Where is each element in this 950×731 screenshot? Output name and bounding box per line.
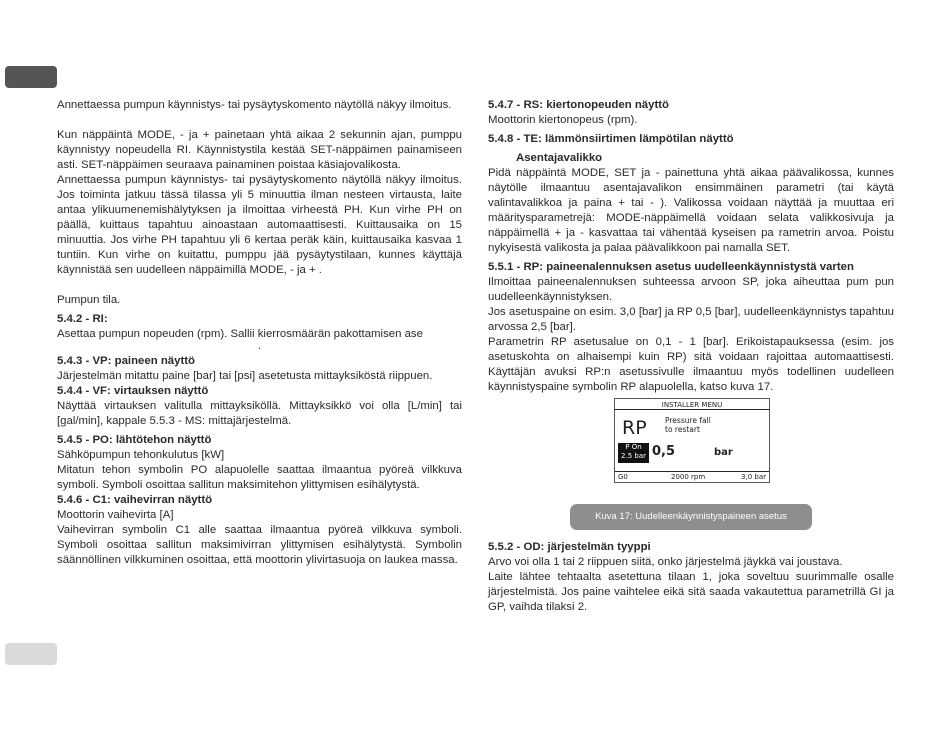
page-number-tab [5,643,57,665]
paragraph: Moottorin vaihevirta [A] [57,509,174,521]
lcd-footer-right: 3,0 bar [741,473,766,481]
paragraph: Mitatun tehon symbolin PO alapuolelle saattaa ilmaantua pyöreä vilkkuva symboli. Symboli osoittaa sallitun maksimitehon ylittymisen esihälytystä. [57,464,462,491]
paragraph: Pumpun tila. [57,294,121,306]
lcd-parameter: RP [622,417,647,439]
lcd-footer [615,471,769,482]
lcd-description-line: Pressure fall [665,416,711,425]
paragraph: Sähköpumpun tehonkulutus [kW] [57,449,225,461]
paragraph: Arvo voi olla 1 tai 2 riippuen siitä, onko järjestelmä jäykkä vai joustava. [488,556,843,568]
figure-17 [488,395,894,540]
section-heading-te: 5.4.8 - TE: lämmönsiirtimen lämpötilan näyttö [488,133,734,145]
section-heading-od: 5.5.2 - OD: järjestelmän tyyppi [488,541,651,553]
paragraph: . [257,340,262,352]
paragraph: Laite lähtee tehtaalta asetettuna tilaan 1, joka soveltuu suurimmalle osalle järjestelmistä. Jos paine vaihtelee eikä sitä saada vakautettua parametrillä GI ja GP, vaihda tilaksi 2. [488,571,894,613]
section-heading-rs: 5.4.7 - RS: kiertonopeuden näyttö [488,99,670,111]
paragraph: Asettaa pumpun nopeuden (rpm). Sallii kierrosmäärän pakottamisen ase [57,328,423,340]
lcd-box-label: P On [625,443,642,451]
section-heading-ri: 5.4.2 - RI: [57,313,108,325]
language-tab [5,66,57,88]
paragraph: Jos asetuspaine on esim. 3,0 [bar] ja RP 0,5 [bar], uudelleenkäynnistys tapahtuu arvossa 2,5 [bar]. [488,306,894,333]
paragraph: Ilmoittaa paineenalennuksen suhteessa arvoon SP, joka aiheuttaa pum pun uudelleenkäynnistyksen. [488,276,894,303]
lcd-box-value: 2.5 bar [621,452,646,460]
lcd-footer-mid: 2000 rpm [671,473,706,481]
paragraph: Parametrin RP asetusalue on 0,1 - 1 [bar]. Erikoistapauksessa (esim. jos asetuskohta on alhaisempi kuin RP) sitä voidaan rajoittaa automaattisesti. Käyttäjän avuksi RP:n asetussivulle ilmaantuu myös todellinen uudelleen käynnistyspaine symbolin RP alapuolella, katso kuva 17. [488,336,894,393]
right-column [488,98,894,615]
section-heading-vp: 5.4.3 - VP: paineen näyttö [57,355,195,367]
paragraph: Moottorin kiertonopeus (rpm). [488,114,638,126]
lcd-title: INSTALLER MENU [615,401,769,410]
paragraph: Annettaessa pumpun käynnistys- tai pysäytyskomento näytöllä näkyy ilmoitus. Jos toiminta jatkuu tässä tilassa yli 5 minuuttia ilman nesteen virtausta, laite antaa ylikuumenemishälytyksen ja ilmoittaa virheestä PH. Kun virhe PH on päällä, kuittaus tapahtuu ainoastaan automaattisesti. Kuittausaika on 15 minuuttia. Jos virhe PH tapahtuu yli 6 kertaa peräk käin, kuittausaika kasvaa 1 tuntiin. Kun virhe on kuitattu, pumppu jää pysäytystilaan, kunnes käyttäjä käynnistää sen uudelleen näppäimillä MODE, - ja + . [57,174,462,276]
paragraph: Annettaessa pumpun käynnistys- tai pysäytyskomento näytöllä näkyy ilmoitus. [57,99,452,111]
lcd-footer-left: G0 [618,473,628,481]
paragraph: Vaihevirran symbolin C1 alle saattaa ilmaantua pyöreä vilkkuva symboli. Symboli osoittaa sallitun maksimivirran ylittymisen esihälytystä. Symbolin säännöllinen vilkkuminen osoittaa, että moottorin ylivirtasuoja on laukea massa. [57,524,462,566]
paragraph: Kun näppäintä MODE, - ja + painetaan yhtä aikaa 2 sekunnin ajan, pumppu käynnistyy nopeudella RI. Käynnistystila kestää SET-näppäimen painamiseen asti. SET-näppäimen seuraava painaminen poistaa käsiajovalikosta. [57,129,462,171]
lcd-unit: bar [714,447,733,458]
lcd-value: 0,5 [652,444,676,459]
left-column [57,98,462,568]
lcd-display [614,398,770,483]
paragraph: Pidä näppäintä MODE, SET ja - painettuna yhtä aikaa päävalikossa, kunnes näytölle ilmaantuu asentajavalikon ensimmäinen parametri (tai käytä valintavalikkoa ja paina + tai - ). Valikossa voidaan näyttää ja muuttaa eri määritysparametrejä: MODE-näppäimellä voidaan selata valikkosivuja ja näppäimellä + ja - kasvattaa tai vähentää kyseisen pa rametrin arvoa. Poistu nykyisestä valikosta ja palaa päävalikkoon pai namalla SET. [488,167,894,254]
section-heading-rp: 5.5.1 - RP: paineenalennuksen asetus uudelleenkäynnistystä varten [488,261,854,273]
paragraph: Näyttää virtauksen valitulla mittayksiköllä. Mittayksikkö voi olla [L/min] tai [gal/min], kappale 5.5.3 - MS: mittajärjestelmä. [57,400,462,427]
section-heading-installer-menu: Asentajavalikko [516,152,603,164]
lcd-description-line: to restart [665,425,700,434]
section-heading-c1: 5.4.6 - C1: vaihevirran näyttö [57,494,213,506]
section-heading-po: 5.4.5 - PO: lähtötehon näyttö [57,434,212,446]
paragraph: Järjestelmän mitattu paine [bar] tai [psi] asetetusta mittayksiköstä riippuen. [57,370,433,382]
lcd-restart-pressure-box [618,443,649,463]
figure-caption: Kuva 17: Uudelleenkäynnistyspaineen asetus [570,504,812,530]
section-heading-vf: 5.4.4 - VF: virtauksen näyttö [57,385,209,397]
lcd-description [665,416,711,434]
